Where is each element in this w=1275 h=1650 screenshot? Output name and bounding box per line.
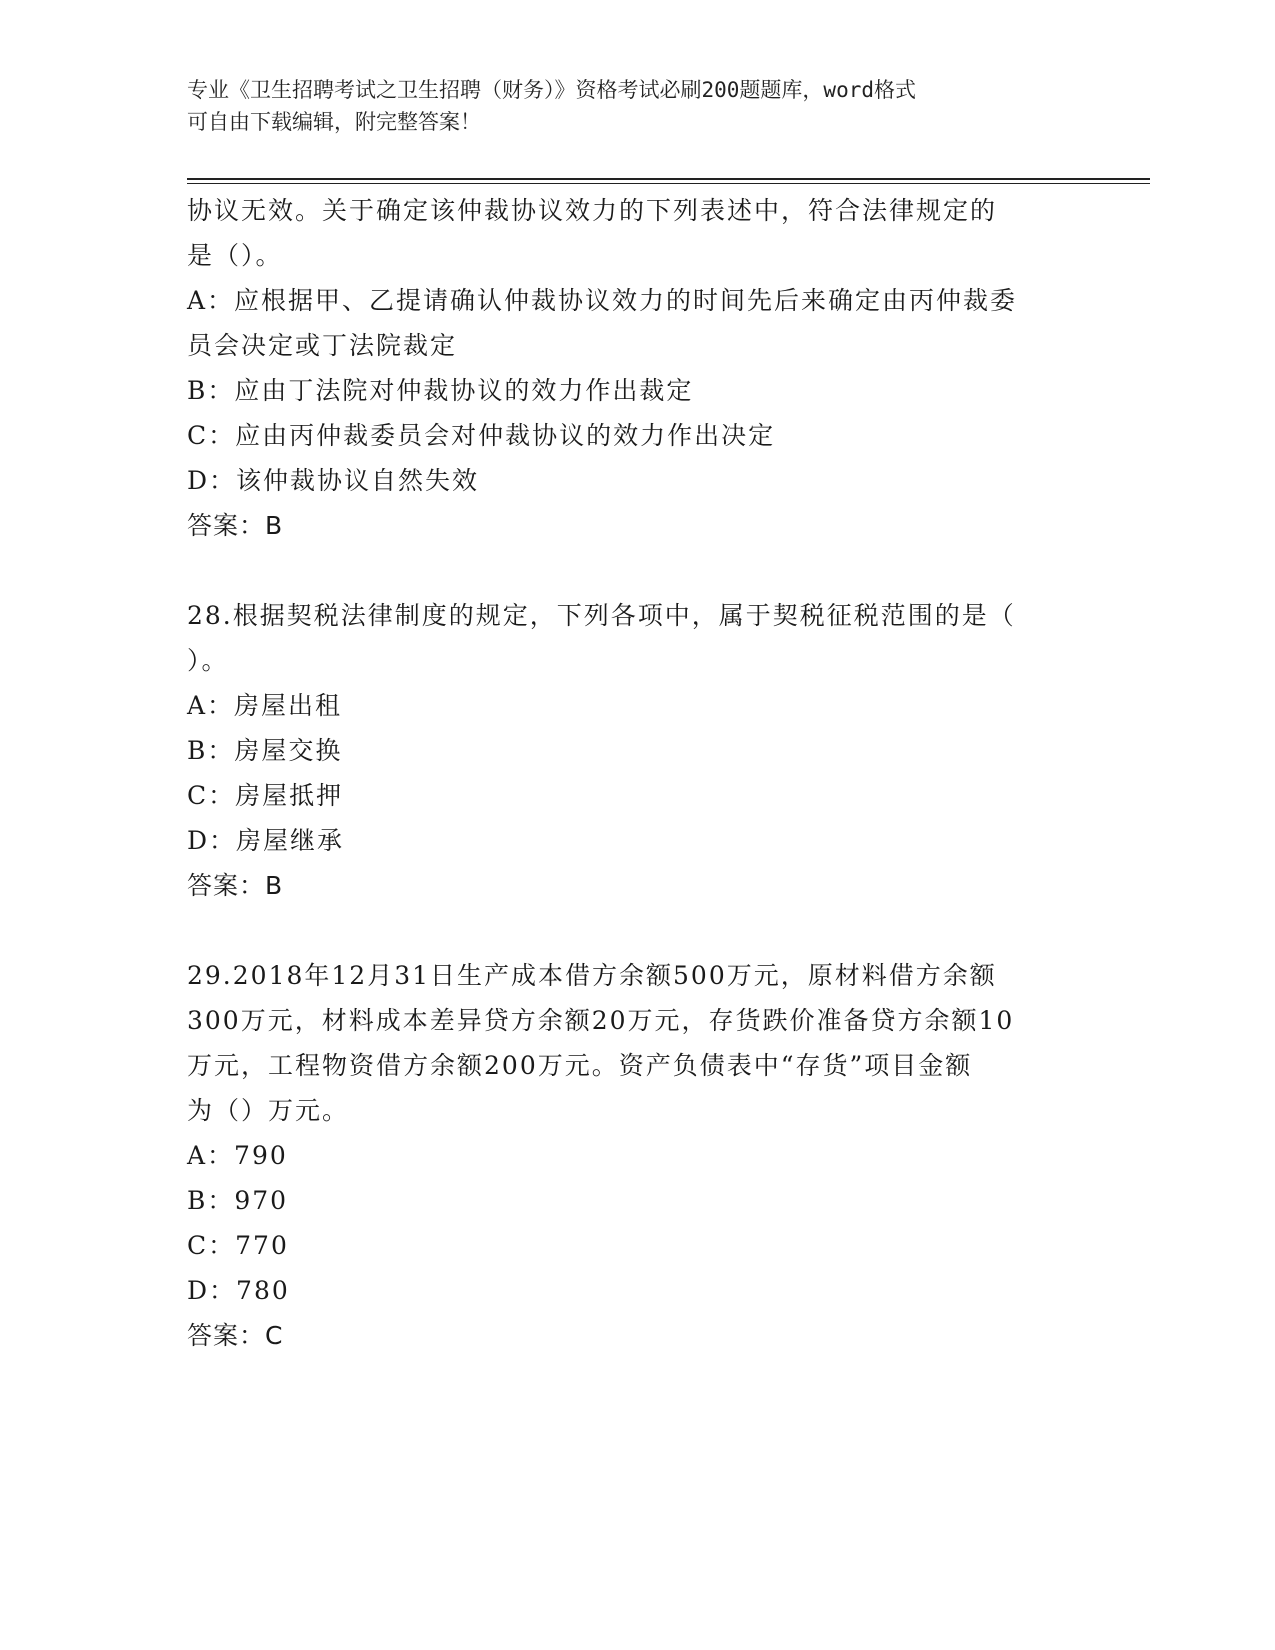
header-line-2: 可自由下载编辑，附完整答案！ xyxy=(187,110,481,134)
option-a: A：790 xyxy=(187,1141,288,1170)
option-d: D：该仲裁协议自然失效 xyxy=(187,466,480,495)
option-a: A：应根据甲、乙提请确认仲裁协议效力的时间先后来确定由丙仲裁委 xyxy=(187,286,1018,315)
question-stem-line: 万元，工程物资借方余额200万元。资产负债表中“存货”项目金额 xyxy=(187,1051,973,1080)
question-stem-line: 为（）万元。 xyxy=(187,1096,350,1125)
answer-line: 答案：C xyxy=(187,1321,284,1350)
question-28 xyxy=(187,593,1067,908)
answer-line: 答案：B xyxy=(187,871,284,900)
question-list xyxy=(187,188,1067,1358)
question-29 xyxy=(187,953,1067,1358)
option-b: B：970 xyxy=(187,1186,289,1215)
option-d: D：房屋继承 xyxy=(187,826,345,855)
option-c: C：房屋抵押 xyxy=(187,781,344,810)
question-27 xyxy=(187,188,1067,548)
option-c: C：应由丙仲裁委员会对仲裁协议的效力作出决定 xyxy=(187,421,776,450)
question-stem-line: ）。 xyxy=(187,646,229,675)
header-divider-thin xyxy=(187,183,1150,184)
option-c: C：770 xyxy=(187,1231,289,1260)
question-stem-line: 300万元，材料成本差异贷方余额20万元，存货跌价准备贷方余额10 xyxy=(187,1006,1015,1035)
question-stem-line: 28.根据契税法律制度的规定，下列各项中，属于契税征税范围的是（ xyxy=(187,601,1016,630)
option-a: A：房屋出租 xyxy=(187,691,343,720)
option-b: B：应由丁法院对仲裁协议的效力作出裁定 xyxy=(187,376,694,405)
header-line-1: 专业《卫生招聘考试之卫生招聘（财务）》资格考试必刷200题题库，word格式 xyxy=(187,78,916,102)
question-stem-line: 29.2018年12月31日生产成本借方余额500万元，原材料借方余额 xyxy=(187,961,997,990)
option-b: B：房屋交换 xyxy=(187,736,343,765)
question-spacer xyxy=(187,548,1067,593)
header-divider-thick xyxy=(187,178,1150,180)
question-stem-line: 协议无效。关于确定该仲裁协议效力的下列表述中，符合法律规定的 xyxy=(187,196,998,225)
option-d: D：780 xyxy=(187,1276,290,1305)
question-stem-line: 是（）。 xyxy=(187,241,283,270)
answer-line: 答案：B xyxy=(187,511,284,540)
option-a-continued: 员会决定或丁法院裁定 xyxy=(187,331,458,360)
question-spacer xyxy=(187,908,1067,953)
document-header xyxy=(187,74,1067,138)
